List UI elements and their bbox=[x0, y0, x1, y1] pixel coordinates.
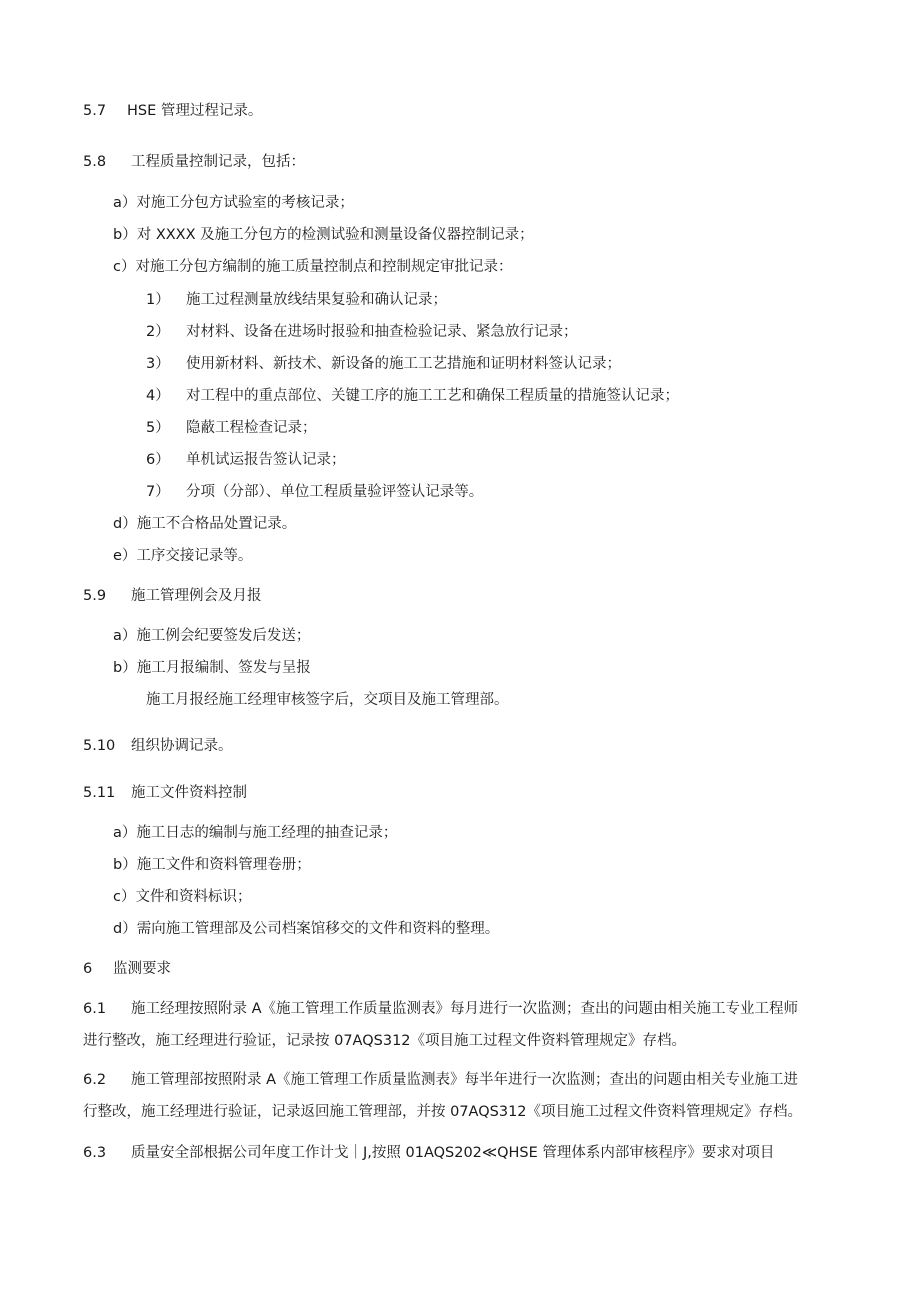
item-number: 6） bbox=[146, 452, 170, 468]
section-6-title: 监测要求 bbox=[113, 961, 171, 977]
list-item: c）文件和资料标识； bbox=[113, 889, 252, 905]
section-6-2-number: 6.2 bbox=[83, 1072, 107, 1088]
section-6-1-number: 6.1 bbox=[83, 1001, 107, 1017]
section-6-2-line-2: 行整改，施工经理进行验证，记录返回施工管理部，并按 07AQS312《项目施工过程文件资料管理规定》存档。 bbox=[83, 1104, 803, 1120]
item-text: 施工过程测量放线结果复验和确认记录； bbox=[186, 292, 447, 308]
item-number: 2） bbox=[146, 324, 170, 340]
list-item: a）施工例会纪要签发后发送； bbox=[113, 628, 311, 644]
item-text: 隐蔽工程检查记录； bbox=[186, 420, 317, 436]
item-number: 1） bbox=[146, 292, 170, 308]
section-6-1-line-1: 施工经理按照附录 A《施工管理工作质量监测表》每月进行一次监测；查出的问题由相关施工专业工程师 bbox=[131, 1001, 799, 1017]
section-6-2-line-1: 施工管理部按照附录 A《施工管理工作质量监测表》每半年进行一次监测；查出的问题由相关专业施工进 bbox=[131, 1072, 799, 1088]
item-text: 对工程中的重点部位、关键工序的施工工艺和确保工程质量的措施签认记录； bbox=[186, 388, 679, 404]
list-item: b）施工月报编制、签发与呈报 bbox=[113, 660, 311, 676]
item-text: 单机试运报告签认记录； bbox=[186, 452, 346, 468]
section-5-8-number: 5.8 bbox=[83, 154, 107, 170]
item-text: 使用新材料、新技术、新设备的施工工艺措施和证明材料签认记录； bbox=[186, 356, 621, 372]
section-6-1-line-2: 进行整改，施工经理进行验证，记录按 07AQS312《项目施工过程文件资料管理规定》存档。 bbox=[83, 1033, 687, 1049]
section-5-10-number: 5.10 bbox=[83, 738, 116, 754]
item-number: 5） bbox=[146, 420, 170, 436]
section-5-11-number: 5.11 bbox=[83, 785, 116, 801]
list-item: b）施工文件和资料管理卷册； bbox=[113, 857, 311, 873]
section-5-7-number: 5.7 bbox=[83, 103, 107, 119]
section-6-3-line-1: 质量安全部根据公司年度工作计戈｜J,按照 01AQS202≪QHSE 管理体系内部审核程序》要求对项目 bbox=[131, 1145, 775, 1161]
item-text: 对材料、设备在进场时报验和抽查检验记录、紧急放行记录； bbox=[186, 324, 578, 340]
section-5-7-title: HSE 管理过程记录。 bbox=[127, 103, 263, 119]
list-item: d）需向施工管理部及公司档案馆移交的文件和资料的整理。 bbox=[113, 921, 500, 937]
section-5-11-title: 施工文件资料控制 bbox=[131, 785, 247, 801]
section-5-9-number: 5.9 bbox=[83, 588, 107, 604]
item-text: 分项（分部）、单位工程质量验评签认记录等。 bbox=[186, 484, 484, 500]
list-item: b）对 XXXX 及施工分包方的检测试验和测量设备仪器控制记录； bbox=[113, 227, 534, 243]
list-item: a）施工日志的编制与施工经理的抽查记录； bbox=[113, 825, 398, 841]
section-5-10-title: 组织协调记录。 bbox=[131, 738, 233, 754]
section-6-number: 6 bbox=[83, 961, 93, 977]
section-5-9-note: 施工月报经施工经理审核签字后，交项目及施工管理部。 bbox=[146, 692, 509, 708]
list-item: a）对施工分包方试验室的考核记录； bbox=[113, 195, 354, 211]
item-number: 3） bbox=[146, 356, 170, 372]
section-5-9-title: 施工管理例会及月报 bbox=[131, 588, 262, 604]
item-number: 7） bbox=[146, 484, 170, 500]
section-5-8-title: 工程质量控制记录，包括： bbox=[131, 154, 305, 170]
list-item: d）施工不合格品处置记录。 bbox=[113, 516, 297, 532]
item-number: 4） bbox=[146, 388, 170, 404]
list-item: e）工序交接记录等。 bbox=[113, 548, 253, 564]
section-6-3-number: 6.3 bbox=[83, 1145, 107, 1161]
list-item: c）对施工分包方编制的施工质量控制点和控制规定审批记录： bbox=[113, 259, 513, 275]
